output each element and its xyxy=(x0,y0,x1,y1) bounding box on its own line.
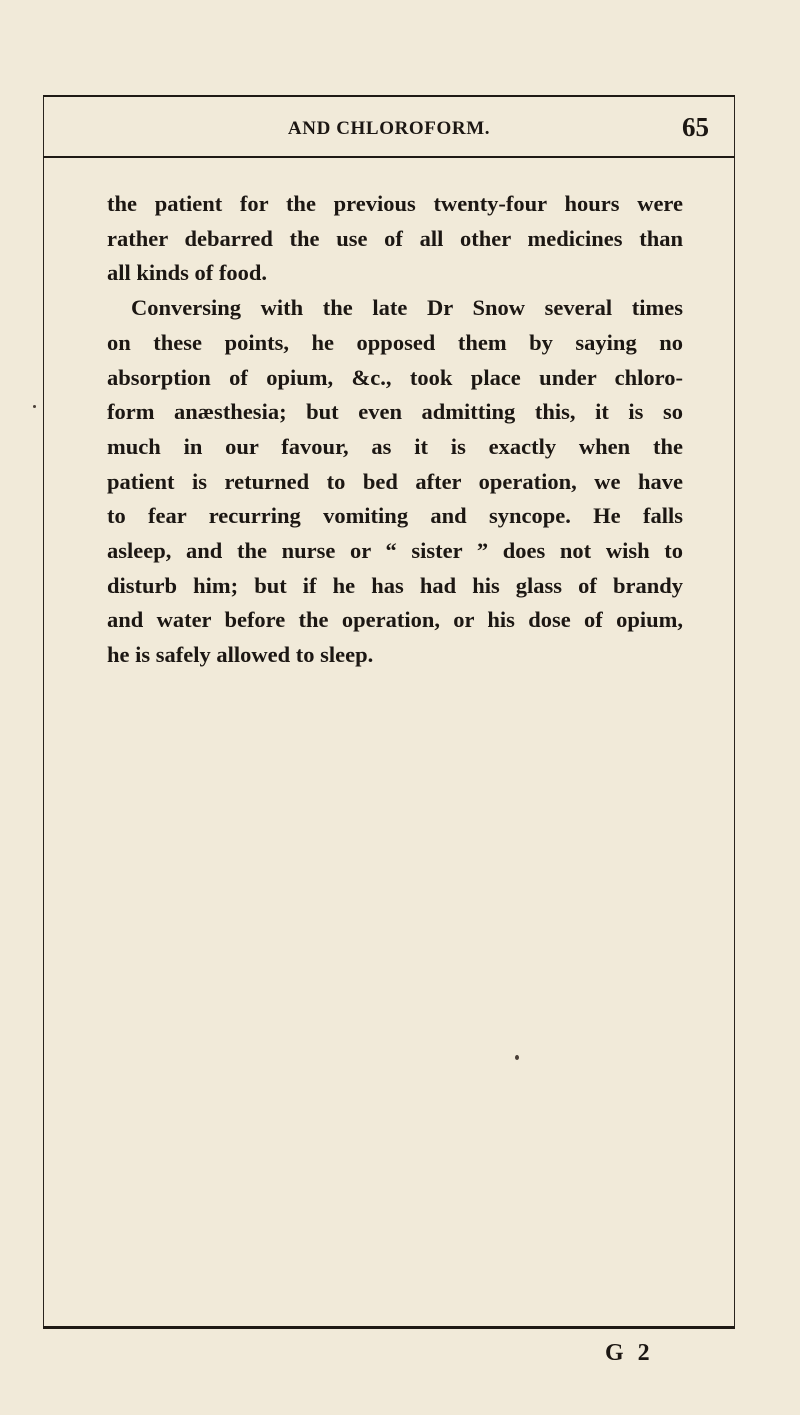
running-head xyxy=(43,112,735,148)
footer-rule xyxy=(43,1326,735,1329)
text-line: on these points, he opposed them by saying no xyxy=(107,329,683,355)
page-number: 65 xyxy=(682,112,709,142)
text-line: much in our favour, as it is exactly when the xyxy=(107,433,683,459)
body-text xyxy=(107,187,683,673)
text-line: asleep, and the nurse or “ sister ” does not wish to xyxy=(107,538,683,564)
text-line: and water before the operation, or his dose of opium, xyxy=(107,607,683,633)
paper-speck xyxy=(33,405,36,408)
header-rule-bottom xyxy=(43,156,735,158)
text-line: Conversing with the late Dr Snow several times xyxy=(131,295,683,321)
text-line: patient is returned to bed after operation, we have xyxy=(107,468,683,494)
signature-mark: G 2 xyxy=(605,1340,654,1366)
text-line: to fear recurring vomiting and syncope. He falls xyxy=(107,503,683,529)
text-line: the patient for the previous twenty-four hours were xyxy=(107,191,683,216)
paper-speck xyxy=(515,1055,519,1060)
header-rule-top xyxy=(43,95,735,97)
text-line: he is safely allowed to sleep. xyxy=(107,642,374,668)
text-line: rather debarred the use of all other medicines than xyxy=(107,225,683,251)
text-line: absorption of opium, &c., took place under chloro- xyxy=(107,364,683,390)
text-line: all kinds of food. xyxy=(107,260,268,286)
running-title: AND CHLOROFORM. xyxy=(287,118,491,139)
text-line: disturb him; but if he has had his glass of brandy xyxy=(107,572,683,598)
text-line: form anæsthesia; but even admitting this, it is so xyxy=(107,399,683,425)
